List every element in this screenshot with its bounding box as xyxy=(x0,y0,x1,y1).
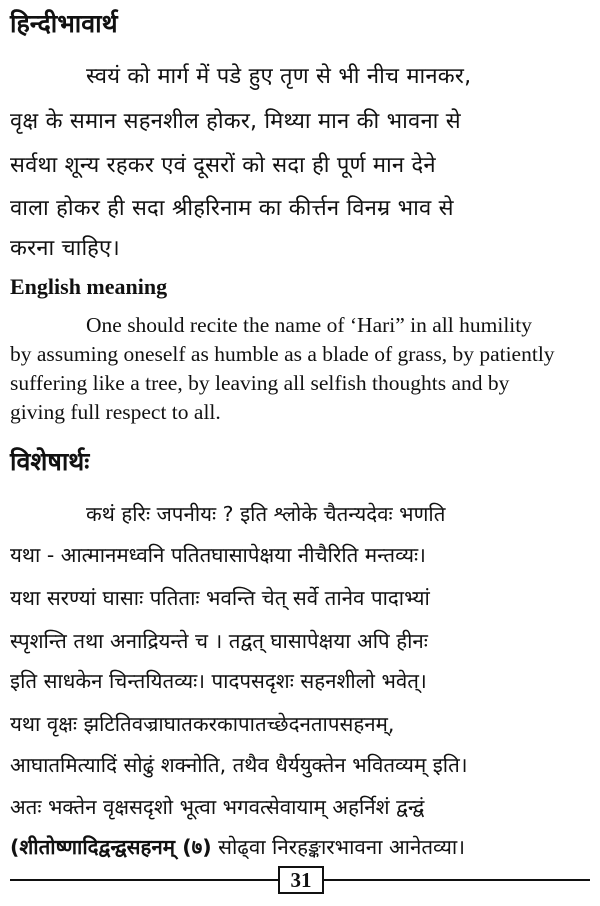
english-line-1: One should recite the name of ‘Hari” in all humility xyxy=(86,313,532,337)
english-line-4: giving full respect to all. xyxy=(10,400,221,424)
sanskrit-line-4: स्पृशन्ति तथा अनाद्रियन्ते च । तद्वत् घासापेक्षया अपि हीनः xyxy=(10,629,428,653)
footer-rule-left xyxy=(10,879,278,881)
sanskrit-line-8: अतः भक्तेन वृक्षसदृशो भूत्वा भगवत्सेवायाम् अहर्निशं द्वन्द्वं xyxy=(10,795,425,819)
visesha-artha-heading: विशेषार्थः xyxy=(10,447,90,476)
compound-term-bold: (शीतोष्णादिद्वन्द्वसहनम् (७) xyxy=(10,835,212,859)
sanskrit-line-9-rest: सोढ्वा निरहङ्कारभावना आनेतव्या। xyxy=(211,835,466,859)
hindi-line-2: वृक्ष के समान सहनशील होकर, मिथ्या मान की भावना से xyxy=(10,109,461,134)
sanskrit-line-3: यथा सरण्यां घासाः पतिताः भवन्ति चेत् सर्वे तानेव पादाभ्यां xyxy=(10,586,430,610)
footer-rule-right xyxy=(324,879,590,881)
sanskrit-line-6: यथा वृक्षः झटितिवज्राघातकरकापातच्छेदनतापसहनम्, xyxy=(10,712,395,736)
english-line-3: suffering like a tree, by leaving all selfish thoughts and by xyxy=(10,371,510,395)
hindi-line-1: स्वयं को मार्ग में पडे हुए तृण से भी नीच मानकर, xyxy=(86,64,472,89)
page-number: 31 xyxy=(278,866,324,894)
sanskrit-line-7: आघातमित्यादिं सोढुं शक्नोति, तथैव धैर्ययुक्तेन भवितव्यम् इति। xyxy=(10,753,468,777)
sanskrit-line-9 xyxy=(10,833,465,861)
sanskrit-line-1: कथं हरिः जपनीयः ? इति श्लोके चैतन्यदेवः भणति xyxy=(86,502,446,526)
hindi-line-4: वाला होकर ही सदा श्रीहरिनाम का कीर्त्तन विनम्र भाव से xyxy=(10,196,454,221)
hindi-line-3: सर्वथा शून्य रहकर एवं दूसरों को सदा ही पूर्ण मान देने xyxy=(10,153,436,178)
sanskrit-line-5: इति साधकेन चिन्तयितव्यः। पादपसदृशः सहनशीलो भवेत्। xyxy=(10,669,427,693)
english-meaning-heading: English meaning xyxy=(10,274,168,299)
hindi-line-5: करना चाहिए। xyxy=(10,236,120,261)
sanskrit-line-2: यथा - आत्मानमध्वनि पतितघासापेक्षया नीचैरिति मन्तव्यः। xyxy=(10,543,426,567)
hindi-meaning-heading: हिन्दीभावार्थ xyxy=(10,9,118,38)
english-line-2: by assuming oneself as humble as a blade of grass, by patiently xyxy=(10,342,555,366)
